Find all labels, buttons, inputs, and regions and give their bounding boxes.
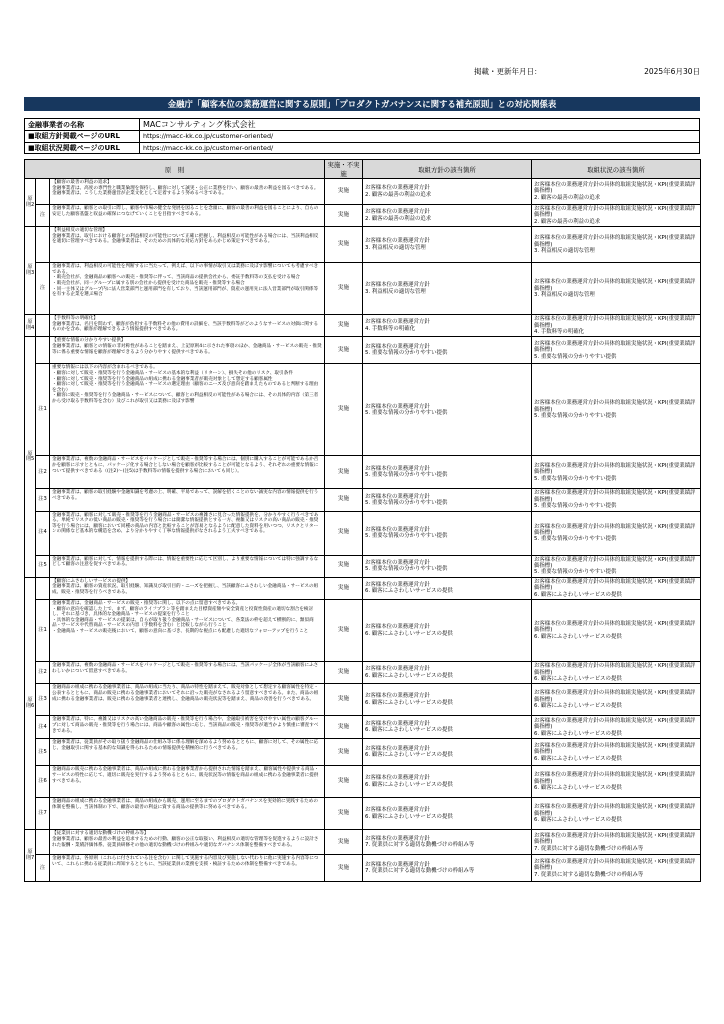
policy-reference: お客様本位の業務運営方針 7. 従業員に対する適切な動機づけの枠組み等 (363, 855, 532, 882)
principle-group-label: 原則5 (25, 337, 36, 577)
implementation-status: 実施 (325, 227, 363, 263)
note-label: 注2 (36, 456, 50, 489)
note-label: 注1 (36, 364, 50, 456)
policy-reference: お客様本位の業務運営方針 5. 重要な情報の分かりやすい提供 (363, 489, 532, 511)
implementation-status: 実施 (325, 600, 363, 662)
status-reference: お客様本位の業務運営方針の具体的取組実施状況・KPI(重要業績評価指標) 6. 顧客にふさわしいサービスの提供 (532, 716, 701, 739)
principle-text: 金融事業者は、顧客との取引に際し、顧客や市場の健全な発展を図ることを念頭に、顧客の最善の利益を図ることにより、自らの安定した顧客基盤と収益の確保につなげていくことを目指すべきである。 (50, 205, 325, 227)
implementation-status: 実施 (325, 205, 363, 227)
policy-reference: お客様本位の業務運営方針 6. 顧客にふさわしいサービスの提供 (363, 716, 532, 739)
status-url-label: ■取組状況掲載ページのURL (25, 142, 140, 154)
table-header-row (25, 160, 701, 179)
table-row (25, 315, 701, 337)
note-label: 注3 (36, 489, 50, 511)
note-label: 注 (36, 205, 50, 227)
implementation-status: 実施 (325, 489, 363, 511)
company-name-label: 金融事業者の名称 (25, 119, 140, 131)
correspondence-table (24, 159, 701, 882)
note-label: 注7 (36, 798, 50, 830)
status-reference: お客様本位の業務運営方針の具体的取組実施状況・KPI(重要業績評価指標) 6. 顧客にふさわしいサービスの提供 (532, 600, 701, 662)
table-row (25, 830, 701, 855)
policy-reference: お客様本位の業務運営方針 6. 顧客にふさわしいサービスの提供 (363, 798, 532, 830)
policy-reference: お客様本位の業務運営方針 3. 利益相反の適切な管理 (363, 263, 532, 315)
table-row (25, 337, 701, 364)
table-row (25, 489, 701, 511)
implementation-status: 実施 (325, 798, 363, 830)
update-date-value: 2025年6月30日 (644, 67, 700, 76)
column-header-policy: 取組方針の該当箇所 (363, 160, 532, 179)
note-label (36, 337, 50, 364)
principle-text: 金融事業者は、従業員がその取り扱う金融商品の仕組み等に係る理解を深めるよう努めるとともに、顧客に対して、その属性に応じ、金融取引に関する基本的な知識を得られるための情報提供を積極的に行うべきである。 (50, 739, 325, 766)
table-row (25, 555, 701, 577)
implementation-status: 実施 (325, 766, 363, 798)
update-date-label: 掲載・更新年月日： (474, 67, 542, 76)
update-date (24, 66, 700, 78)
status-url-link[interactable]: https://macc-kk.co.jp/customer-oriented/ (140, 142, 700, 154)
principle-text: 金融事業者は、利益相反の可能性を判断するに当たって、例えば、以下の事情が取引又は業務に及ぼす影響についても考慮すべきである。 ・販売会社が、金融商品の顧客への販売・推奨等に伴って、当該商品の提供会社から、委託手数料等の支払を受ける場合 ・販売会社が、同一グループに属する別の会社から提供を受けた商品を販売・推奨等する場合 ・同一主体又はグループ内に法人営業部門と運用部門を有しており、当該運用部門が、資産の運用先に法人営業部門が取引関係等を有する企業を選ぶ場合 (50, 263, 325, 315)
principle-text: 【顧客の最善の利益の追求】 金融事業者は、高度の専門性と職業倫理を保持し、顧客に対して誠実・公正に業務を行い、顧客の最善の利益を図るべきである。金融事業者は、こうした業務運営が企業文化として定着するよう努めるべきである。 (50, 179, 325, 205)
policy-reference: お客様本位の業務運営方針 6. 顧客にふさわしいサービスの提供 (363, 577, 532, 599)
note-label: 注4 (36, 511, 50, 555)
table-row (25, 456, 701, 489)
table-row (25, 600, 701, 662)
table-row (25, 227, 701, 263)
principle-text: 金融商品の販売に携わる金融事業者は、商品の組成に携わる金融事業者から提供された情報を踏まえ、顧客属性や提供する商品・サービスの特性に応じて、適切に販売を実行するよう努めるとともに、販売状況等の情報を商品の組成に携わる金融事業者に提供すべきである。 (50, 766, 325, 798)
policy-reference: お客様本位の業務運営方針 6. 顧客にふさわしいサービスの提供 (363, 739, 532, 766)
column-header-principle: 原 則 (25, 160, 325, 179)
note-label (36, 830, 50, 855)
status-reference: お客様本位の業務運営方針の具体的取組実施状況・KPI(重要業績評価指標) 5. 重要な情報の分かりやすい提供 (532, 456, 701, 489)
column-header-impl: 実施・不実施 (325, 160, 363, 179)
note-label (36, 179, 50, 205)
principle-text: 【従業員に対する適切な動機づけの枠組み等】 金融事業者は、顧客の最善の利益を追求するための行動、顧客の公正な取扱い、利益相反の適切な管理等を促進するように設計された報酬・業績評価体系、従業員研修その他の適切な動機づけの枠組みや適切なガバナンス体制を整備すべきである。 (50, 830, 325, 855)
principle-text: 金融商品の組成に携わる金融事業者は、商品の組成に当たり、商品の特性を踏まえて、販売対象として想定する顧客属性を特定・公表するとともに、商品の販売に携わる金融事業者においてそれに沿った販売がなされるよう留意すべきである。また、商品の組成に携わる金融事業者は、販売に携わる金融事業者と連携し、金融商品の販売状況等を踏まえ、商品の改善を行うべきである。 (50, 684, 325, 716)
implementation-status: 実施 (325, 456, 363, 489)
page-title: 金融庁「顧客本位の業務運営に関する原則」「プロダクトガバナンスに関する補充原則」との対応関係表 (24, 97, 700, 111)
policy-reference: お客様本位の業務運営方針 3. 利益相反の適切な管理 (363, 227, 532, 263)
principle-group-label: 原則4 (25, 315, 36, 337)
implementation-status: 実施 (325, 739, 363, 766)
status-reference: お客様本位の業務運営方針の具体的取組実施状況・KPI(重要業績評価指標) 6. 顧客にふさわしいサービスの提供 (532, 739, 701, 766)
implementation-status: 実施 (325, 830, 363, 855)
implementation-status: 実施 (325, 577, 363, 599)
principle-text: 金融事業者は、顧客の取引経験や金融知識を考慮の上、明確、平易であって、誤解を招くことのない誠実な内容の情報提供を行うべきである。 (50, 489, 325, 511)
status-reference: お客様本位の業務運営方針の具体的取組実施状況・KPI(重要業績評価指標) 5. 重要な情報の分かりやすい提供 (532, 337, 701, 364)
table-row (25, 364, 701, 456)
table-row (25, 739, 701, 766)
status-reference: お客様本位の業務運営方針の具体的取組実施状況・KPI(重要業績評価指標) 7. 従業員に対する適切な動機づけの枠組み等 (532, 855, 701, 882)
status-reference: お客様本位の業務運営方針の具体的取組実施状況・KPI(重要業績評価指標) 3. 利益相反の適切な管理 (532, 263, 701, 315)
policy-reference: お客様本位の業務運営方針 5. 重要な情報の分かりやすい提供 (363, 456, 532, 489)
status-reference: お客様本位の業務運営方針の具体的取組実施状況・KPI(重要業績評価指標) 6. 顧客にふさわしいサービスの提供 (532, 662, 701, 684)
table-row (25, 716, 701, 739)
policy-reference: お客様本位の業務運営方針 5. 重要な情報の分かりやすい提供 (363, 511, 532, 555)
note-label: 注2 (36, 662, 50, 684)
policy-reference: お客様本位の業務運営方針 6. 顧客にふさわしいサービスの提供 (363, 600, 532, 662)
note-label: 注5 (36, 555, 50, 577)
policy-reference: お客様本位の業務運営方針 6. 顧客にふさわしいサービスの提供 (363, 662, 532, 684)
note-label: 注1 (36, 600, 50, 662)
table-row (25, 662, 701, 684)
implementation-status: 実施 (325, 179, 363, 205)
table-row (25, 179, 701, 205)
status-reference: お客様本位の業務運営方針の具体的取組実施状況・KPI(重要業績評価指標) 7. 従業員に対する適切な動機づけの枠組み等 (532, 830, 701, 855)
implementation-status: 実施 (325, 716, 363, 739)
status-reference: お客様本位の業務運営方針の具体的取組実施状況・KPI(重要業績評価指標) 6. 顧客にふさわしいサービスの提供 (532, 577, 701, 599)
implementation-status: 実施 (325, 555, 363, 577)
status-reference: お客様本位の業務運営方針の具体的取組実施状況・KPI(重要業績評価指標) 6. 顧客にふさわしいサービスの提供 (532, 684, 701, 716)
status-reference: お客様本位の業務運営方針の具体的取組実施状況・KPI(重要業績評価指標) 5. 重要な情報の分かりやすい提供 (532, 555, 701, 577)
implementation-status: 実施 (325, 684, 363, 716)
policy-reference: お客様本位の業務運営方針 6. 顧客にふさわしいサービスの提供 (363, 684, 532, 716)
status-reference: お客様本位の業務運営方針の具体的取組実施状況・KPI(重要業績評価指標) 2. 顧客の最善の利益の追求 (532, 179, 701, 205)
policy-url-label: ■取組方針掲載ページのURL (25, 131, 140, 143)
status-reference: お客様本位の業務運営方針の具体的取組実施状況・KPI(重要業績評価指標) 3. 利益相反の適切な管理 (532, 227, 701, 263)
policy-reference: お客様本位の業務運営方針 2. 顧客の最善の利益の追求 (363, 205, 532, 227)
policy-reference: お客様本位の業務運営方針 2. 顧客の最善の利益の追求 (363, 179, 532, 205)
policy-url-link[interactable]: https://macc-kk.co.jp/customer-oriented/ (140, 131, 700, 143)
policy-reference: お客様本位の業務運営方針 6. 顧客にふさわしいサービスの提供 (363, 766, 532, 798)
status-reference: お客様本位の業務運営方針の具体的取組実施状況・KPI(重要業績評価指標) 2. 顧客の最善の利益の追求 (532, 205, 701, 227)
note-label: 注 (36, 263, 50, 315)
policy-reference: お客様本位の業務運営方針 4. 手数料等の明確化 (363, 315, 532, 337)
policy-reference: お客様本位の業務運営方針 5. 重要な情報の分かりやすい提供 (363, 364, 532, 456)
status-reference: お客様本位の業務運営方針の具体的取組実施状況・KPI(重要業績評価指標) 5. 重要な情報の分かりやすい提供 (532, 511, 701, 555)
company-name-value: MACコンサルティング株式会社 (140, 119, 700, 131)
principle-text: 金融事業者は、金融商品・サービスの販売・推奨等に関し、以下の点に留意すべきである。 ・顧客の意向を確認した上で、まず、顧客のライフプラン等を踏まえた目標資産額や安全資産と投資性資産の適切な割合を検討し、それに基づき、具体的な金融商品・サービスの提案を行うこと ・具体的な金融商品・サービスの提案は、自らが取り扱う金融商品・サービスについて、各業法の枠を超えて横断的に、類似商品・サービスや代替商品・サービスの内容（手数料を含む）と比較しながら行うこと ・金融商品・サービスの販売後において、顧客の意向に基づき、長期的な視点にも配慮した適切なフォローアップを行うこと (50, 600, 325, 662)
implementation-status: 実施 (325, 337, 363, 364)
table-row (25, 684, 701, 716)
note-label: 注 (36, 855, 50, 882)
policy-reference: お客様本位の業務運営方針 5. 重要な情報の分かりやすい提供 (363, 555, 532, 577)
implementation-status: 実施 (325, 662, 363, 684)
principle-group-label: 原則2 (25, 179, 36, 227)
implementation-status: 実施 (325, 364, 363, 456)
principle-text: 金融事業者は、顧客に対して、情報を提供する際には、情報を重要性に応じて区別し、より重要な情報については特に強調するなどして顧客の注意を促すべきである。 (50, 555, 325, 577)
status-reference: お客様本位の業務運営方針の具体的取組実施状況・KPI(重要業績評価指標) 6. 顧客にふさわしいサービスの提供 (532, 798, 701, 830)
principle-text: 【重要な情報の分かりやすい提供】 金融事業者は、顧客との情報の非対称性があることを踏まえ、上記原則4に示された事項のほか、金融商品・サービスの販売・推奨等に係る重要な情報を顧客が理解できるよう分かりやすく提供すべきである。 (50, 337, 325, 364)
note-label (36, 315, 50, 337)
note-label (36, 227, 50, 263)
implementation-status: 実施 (325, 855, 363, 882)
implementation-status: 実施 (325, 511, 363, 555)
principle-text: 【利益相反の適切な管理】 金融事業者は、取引における顧客との利益相反の可能性について正確に把握し、利益相反の可能性がある場合には、当該利益相反を適切に管理すべきである。金融事業者は、そのための具体的な対応方針をあらかじめ策定すべきである。 (50, 227, 325, 263)
principle-text: 金融事業者は、複数の金融商品・サービスをパッケージとして販売・推奨等する場合には、当該パッケージ全体が当該顧客にふさわしいかについて留意すべきである。 (50, 662, 325, 684)
status-reference: お客様本位の業務運営方針の具体的取組実施状況・KPI(重要業績評価指標) 5. 重要な情報の分かりやすい提供 (532, 489, 701, 511)
note-label: 注6 (36, 766, 50, 798)
table-row (25, 263, 701, 315)
principle-group-label: 原則7 (25, 830, 36, 882)
note-label: 注3 (36, 684, 50, 716)
note-label: 注4 (36, 716, 50, 739)
principle-text: 金融商品の組成に携わる金融事業者は、商品の組成から販売、運用に至るまでのプロダクトガバナンスを実効的に実践するための体制を整備し、当該体制の下で、顧客の最善の利益に資する商品の提供等に努めるべきである。 (50, 798, 325, 830)
policy-reference: お客様本位の業務運営方針 7. 従業員に対する適切な動機づけの枠組み等 (363, 830, 532, 855)
principle-text: 重要な情報には以下の内容が含まれるべきである。 ・顧客に対して販売・推奨等を行う金融商品・サービスの基本的な利益（リターン）、損失その他のリスク、取引条件 ・顧客に対して販売・推奨等を行う金融商品の組成に携わる金融事業者が販売対象として想定する顧客属性 ・顧客に対して販売・推奨等を行う金融商品・サービスの選定理由（顧客のニーズ及び意向を踏まえたものであると判断する理由を含む） ・顧客に販売・推奨等を行う金融商品・サービスについて、顧客との利益相反の可能性がある場合には、その具体的内容（第三者から受け取る手数料等を含む）及びこれが取引又は業務に及ぼす影響 (50, 364, 325, 456)
table-row (25, 855, 701, 882)
principle-group-label: 原則6 (25, 577, 36, 829)
table-row (25, 766, 701, 798)
principle-text: 金融事業者は、特に、複雑又はリスクの高い金融商品の販売・推奨等を行う場合や、金融取引被害を受けやすい属性の顧客グループに対して商品の販売・推奨等を行う場合には、商品や顧客の属性に応じ、当該商品の販売・推奨等が適当かより慎重に審査すべきである。 (50, 716, 325, 739)
table-row (25, 798, 701, 830)
principle-group-label: 原則3 (25, 227, 36, 315)
principle-text: 【手数料等の明確化】 金融事業者は、名目を問わず、顧客が負担する手数料その他の費用の詳細を、当該手数料等がどのようなサービスの対価に関するものかを含め、顧客が理解できるよう情報提供すべきである。 (50, 315, 325, 337)
column-header-status: 取組状況の該当箇所 (532, 160, 701, 179)
company-info-table (24, 118, 700, 154)
principle-text: 金融事業者は、顧客に対して販売・推奨等を行う金融商品・サービスの複雑さに見合った情報提供を、分かりやすく行うべきである。単純でリスクの低い商品の販売・推奨等を行う場合には簡潔な情報提供とする一方、複雑又はリスクの高い商品の販売・推奨等を行う場合には、顧客において同種の商品の内容と比較することが容易となるように配意した資料を用いつつ、リスクとリターンの関係など基本的な構造を含め、より分かりやすく丁寧な情報提供がなされるよう工夫すべきである。 (50, 511, 325, 555)
table-row (25, 511, 701, 555)
principle-text: 【顧客にふさわしいサービスの提供】 金融事業者は、顧客の資産状況、取引経験、知識及び取引目的・ニーズを把握し、当該顧客にふさわしい金融商品・サービスの組成、販売・推奨等を行うべきである。 (50, 577, 325, 599)
status-reference: お客様本位の業務運営方針の具体的取組実施状況・KPI(重要業績評価指標) 4. 手数料等の明確化 (532, 315, 701, 337)
implementation-status: 実施 (325, 263, 363, 315)
principle-text: 金融事業者は、複数の金融商品・サービスをパッケージとして販売・推奨等する場合には、個別に購入することが可能であるか否かを顧客に示すとともに、パッケージ化する場合としない場合を顧客が比較することが可能となるよう、それぞれの重要な情報について提供すべきである（(注2)～(注5)は手数料等の情報を提供する場合においても同じ）。 (50, 456, 325, 489)
status-reference: お客様本位の業務運営方針の具体的取組実施状況・KPI(重要業績評価指標) 5. 重要な情報の分かりやすい提供 (532, 364, 701, 456)
status-reference: お客様本位の業務運営方針の具体的取組実施状況・KPI(重要業績評価指標) 6. 顧客にふさわしいサービスの提供 (532, 766, 701, 798)
table-row (25, 205, 701, 227)
note-label (36, 577, 50, 599)
note-label: 注5 (36, 739, 50, 766)
policy-reference: お客様本位の業務運営方針 5. 重要な情報の分かりやすい提供 (363, 337, 532, 364)
principle-text: 金融事業者は、各原則（これらに付されている注を含む）に関して実施する内容及び実施しない代わりに他に実施する内容等について、これらに携わる従業員に周知するとともに、当該従業員の業務を支援・検証するための体制を整備すべきである。 (50, 855, 325, 882)
table-row (25, 577, 701, 599)
implementation-status: 実施 (325, 315, 363, 337)
